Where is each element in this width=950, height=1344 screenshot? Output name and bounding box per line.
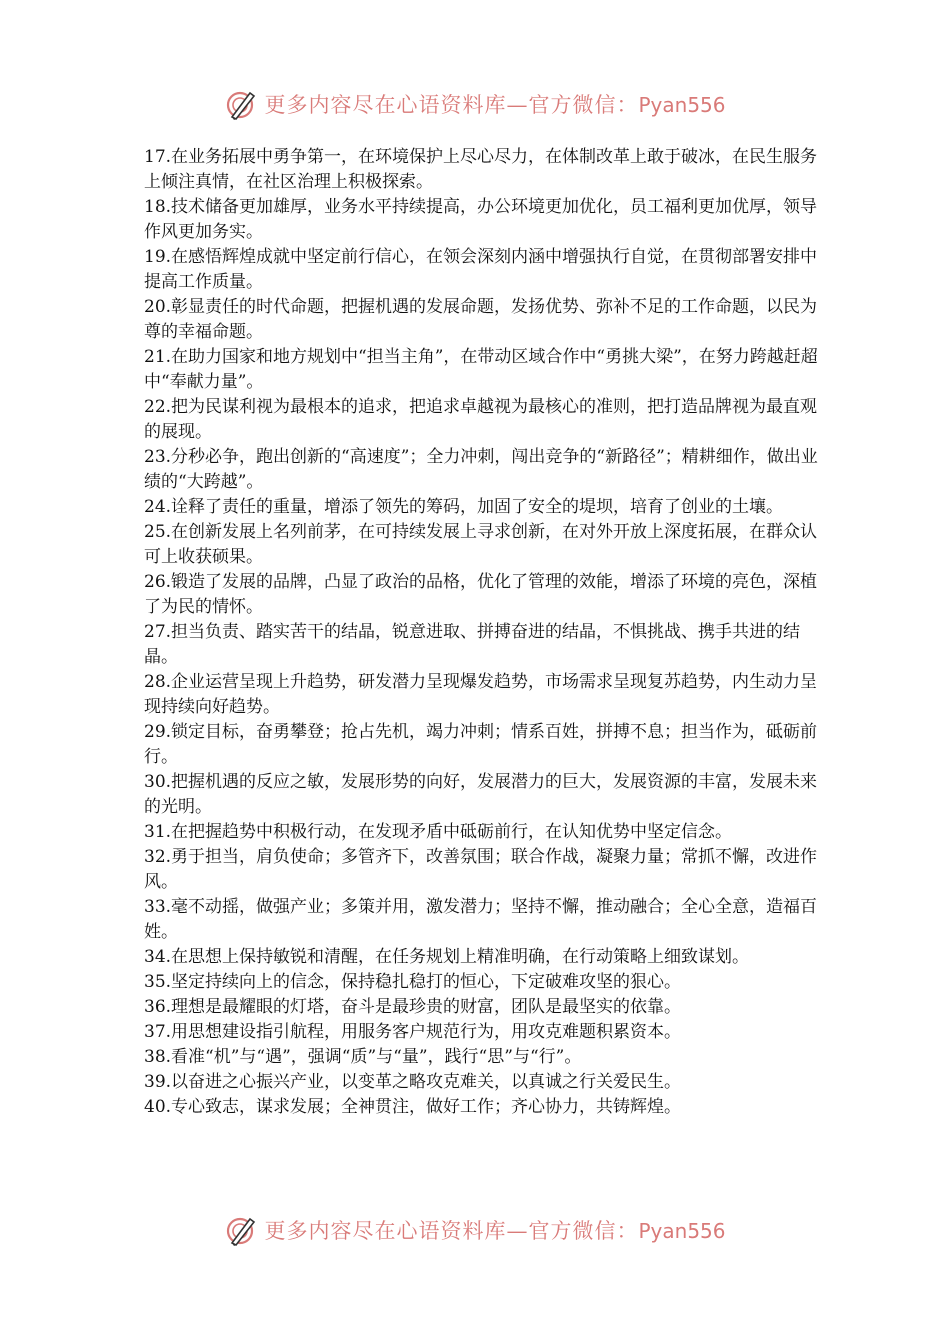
list-item: 27.担当负责、踏实苦干的结晶，锐意进取、拼搏奋进的结晶，不惧挑战、携手共进的结晶。 — [144, 622, 801, 667]
list-item: 24.诠释了责任的重量，增添了领先的筹码，加固了安全的堤坝，培育了创业的土壤。 — [144, 497, 784, 517]
watermark-text — [264, 1215, 725, 1245]
list-item: 29.锁定目标，奋勇攀登；抢占先机，竭力冲刺；情系百姓，拼搏不息；担当作为，砥砺前行。 — [144, 722, 818, 767]
watermark-label: 更多内容尽在心语资料库—官方微信： — [264, 1219, 639, 1243]
list-item: 31.在把握趋势中积极行动，在发现矛盾中砥砺前行，在认知优势中坚定信念。 — [144, 822, 733, 842]
list-item: 20.彰显责任的时代命题，把握机遇的发展命题，发扬优势、弥补不足的工作命题，以民为尊的幸福命题。 — [144, 297, 818, 342]
list-item: 18.技术储备更加雄厚，业务水平持续提高，办公环境更加优化，员工福利更加优厚，领导作风更加务实。 — [144, 197, 818, 242]
list-item: 38.看准“机”与“遇”，强调“质”与“量”，践行“思”与“行”。 — [144, 1047, 582, 1067]
list-item: 30.把握机遇的反应之敏，发展形势的向好，发展潜力的巨大，发展资源的丰富，发展未来的光明。 — [144, 772, 818, 817]
list-item: 36.理想是最耀眼的灯塔，奋斗是最珍贵的财富，团队是最坚实的依靠。 — [144, 997, 682, 1017]
list-item: 34.在思想上保持敏锐和清醒，在任务规划上精准明确，在行动策略上细致谋划。 — [144, 947, 750, 967]
list-item: 35.坚定持续向上的信念，保持稳扎稳打的恒心，下定破难攻坚的狠心。 — [144, 972, 682, 992]
list-item: 25.在创新发展上名列前茅，在可持续发展上寻求创新，在对外开放上深度拓展，在群众认可上收获硕果。 — [144, 522, 818, 567]
footer-watermark-banner — [0, 1210, 950, 1250]
list-item: 32.勇于担当，肩负使命；多管齐下，改善氛围；联合作战，凝聚力量；常抓不懈，改进作风。 — [144, 847, 818, 892]
list-item: 26.锻造了发展的品牌，凸显了政治的品格，优化了管理的效能，增添了环境的亮色，深植了为民的情怀。 — [144, 572, 818, 617]
header-watermark-banner — [0, 84, 950, 124]
wechat-id: Pyan556 — [638, 93, 726, 117]
pen-circle-logo-icon — [224, 1213, 258, 1247]
list-item: 23.分秒必争，跑出创新的“高速度”；全力冲刺，闯出竞争的“新路径”；精耕细作，做出业绩的“大跨越”。 — [144, 447, 818, 492]
list-item: 39.以奋进之心振兴产业，以变革之略攻克难关，以真诚之行关爱民生。 — [144, 1072, 682, 1092]
pen-circle-logo-icon — [224, 87, 258, 121]
watermark-label: 更多内容尽在心语资料库—官方微信： — [264, 93, 639, 117]
list-item: 19.在感悟辉煌成就中坚定前行信心，在领会深刻内涵中增强执行自觉，在贯彻部署安排中提高工作质量。 — [144, 247, 818, 292]
list-item: 22.把为民谋利视为最根本的追求，把追求卓越视为最核心的准则，把打造品牌视为最直观的展现。 — [144, 397, 818, 442]
document-body — [144, 145, 819, 1120]
list-item: 28.企业运营呈现上升趋势，研发潜力呈现爆发趋势，市场需求呈现复苏趋势，内生动力呈现持续向好趋势。 — [144, 672, 818, 717]
list-item: 17.在业务拓展中勇争第一，在环境保护上尽心尽力，在体制改革上敢于破冰，在民生服务上倾注真情，在社区治理上积极探索。 — [144, 147, 818, 192]
wechat-id: Pyan556 — [638, 1219, 726, 1243]
list-item: 33.毫不动摇，做强产业；多策并用，激发潜力；坚持不懈，推动融合；全心全意，造福百姓。 — [144, 897, 818, 942]
watermark-text — [264, 89, 725, 119]
list-item: 40.专心致志，谋求发展；全神贯注，做好工作；齐心协力，共铸辉煌。 — [144, 1097, 682, 1117]
list-item: 37.用思想建设指引航程，用服务客户规范行为，用攻克难题积累资本。 — [144, 1022, 682, 1042]
list-item: 21.在助力国家和地方规划中“担当主角”，在带动区域合作中“勇挑大梁”，在努力跨越赶超中“奉献力量”。 — [144, 347, 818, 392]
